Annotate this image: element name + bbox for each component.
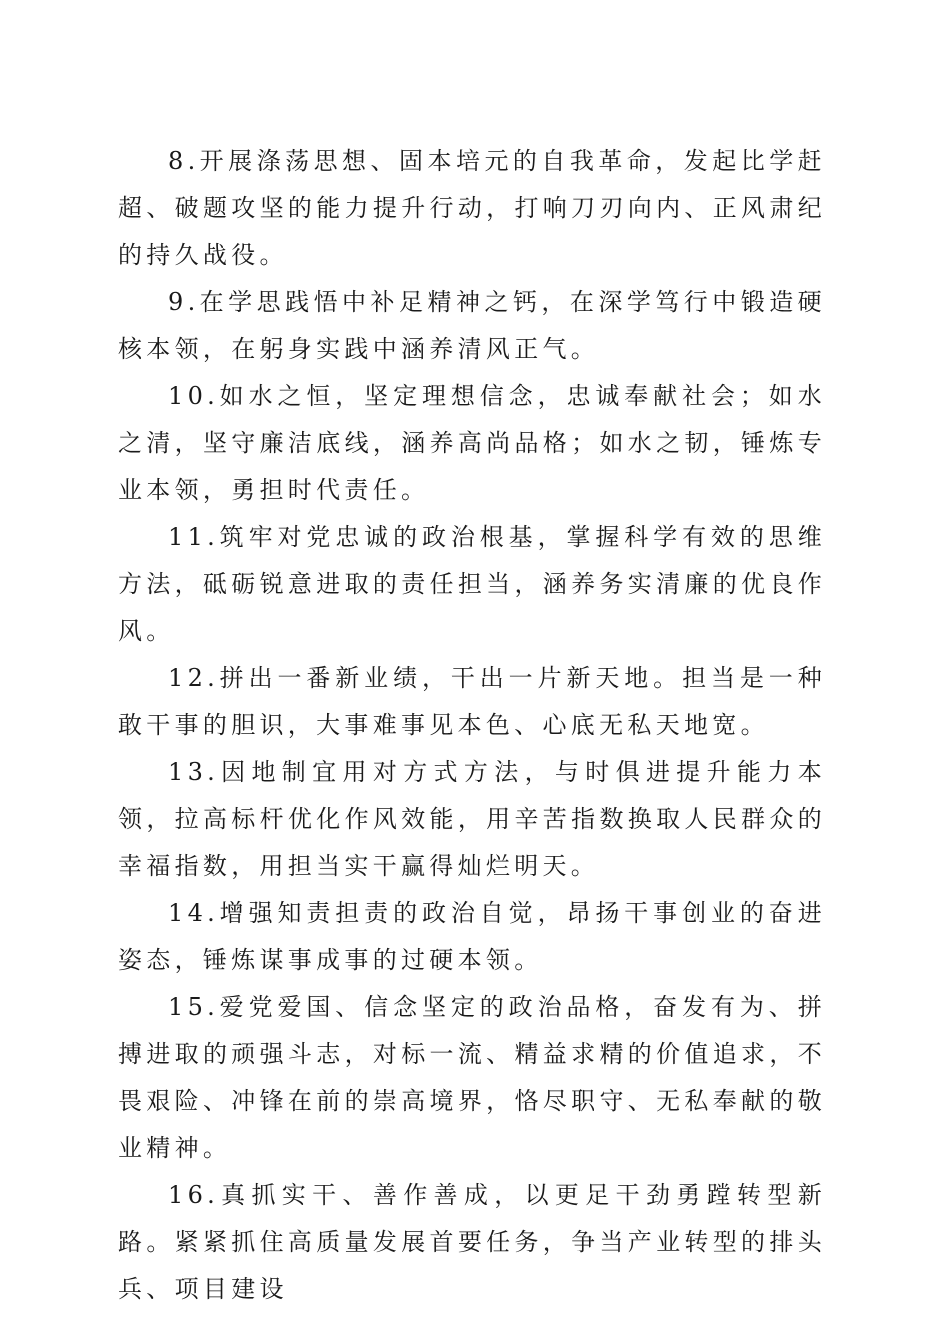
paragraph-11: 11.筑牢对党忠诚的政治根基，掌握科学有效的思维方法，砥砺锐意进取的责任担当，涵养务实清廉的优良作风。 — [118, 523, 826, 645]
paragraph-16: 16.真抓实干、善作善成，以更足干劲勇蹚转型新路。紧紧抓住高质量发展首要任务，争当产业转型的排头兵、项目建设 — [118, 1181, 826, 1303]
document-body — [118, 138, 826, 1313]
paragraph-12: 12.拼出一番新业绩，干出一片新天地。担当是一种敢干事的胆识，大事难事见本色、心底无私天地宽。 — [118, 664, 826, 739]
paragraph-9: 9.在学思践悟中补足精神之钙，在深学笃行中锻造硬核本领，在躬身实践中涵养清风正气。 — [118, 288, 826, 363]
paragraph-10: 10.如水之恒，坚定理想信念，忠诚奉献社会；如水之清，坚守廉洁底线，涵养高尚品格；如水之韧，锤炼专业本领，勇担时代责任。 — [118, 382, 826, 504]
paragraph-13: 13.因地制宜用对方式方法，与时俱进提升能力本领，拉高标杆优化作风效能，用辛苦指数换取人民群众的幸福指数，用担当实干赢得灿烂明天。 — [118, 758, 826, 880]
paragraph-8: 8.开展涤荡思想、固本培元的自我革命，发起比学赶超、破题攻坚的能力提升行动，打响刀刃向内、正风肃纪的持久战役。 — [118, 147, 826, 269]
paragraph-15: 15.爱党爱国、信念坚定的政治品格，奋发有为、拼搏进取的顽强斗志，对标一流、精益求精的价值追求，不畏艰险、冲锋在前的崇高境界，恪尽职守、无私奉献的敬业精神。 — [118, 993, 826, 1162]
paragraph-14: 14.增强知责担责的政治自觉，昂扬干事创业的奋进姿态，锤炼谋事成事的过硬本领。 — [118, 899, 826, 974]
